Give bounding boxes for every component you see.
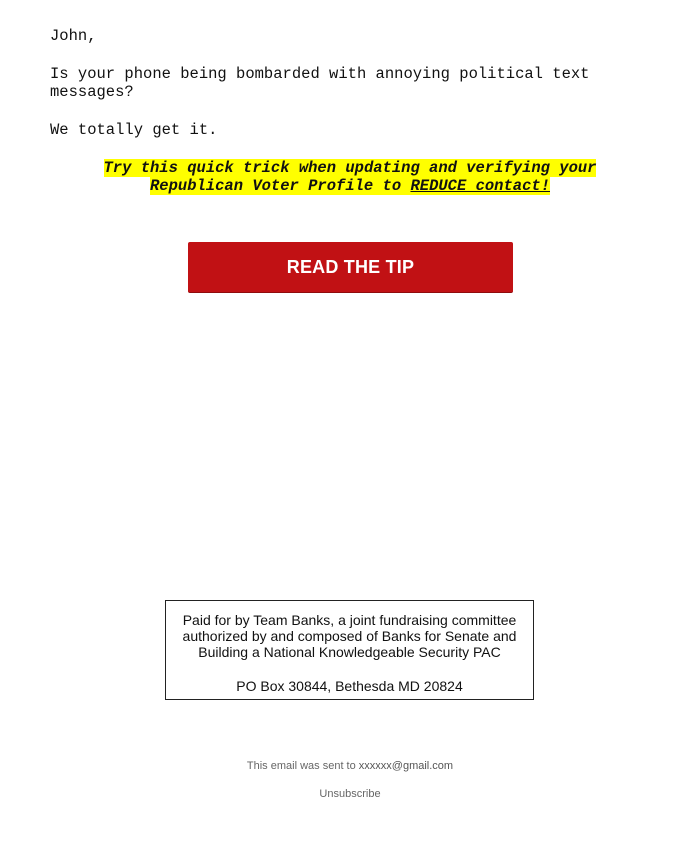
callout-underlined-text: REDUCE contact! xyxy=(410,177,550,195)
recipient-email: xxxxxx@gmail.com xyxy=(358,760,454,772)
sent-to-prefix: This email was sent to xyxy=(246,760,356,772)
callout-text xyxy=(104,159,597,195)
sent-to-notice xyxy=(0,760,700,772)
unsubscribe-row xyxy=(0,788,700,800)
empathy-paragraph: We totally get it. xyxy=(50,121,218,139)
mailing-address: PO Box 30844, Bethesda MD 20824 xyxy=(236,678,463,694)
greeting: John, xyxy=(50,27,97,45)
paid-for-disclaimer-box xyxy=(165,600,534,700)
callout-main-text: Try this quick trick when updating and verifying your Republican Voter Profile to xyxy=(103,159,597,195)
email-body xyxy=(50,27,650,195)
read-the-tip-button[interactable]: READ THE TIP xyxy=(188,242,513,293)
intro-paragraph: Is your phone being bombarded with annoying political text messages? xyxy=(50,65,590,101)
disclaimer-text: Paid for by Team Banks, a joint fundraising committee authorized by and composed of Banks for Senate and Building a National Knowledgeable Security PAC xyxy=(182,612,517,660)
highlighted-callout xyxy=(50,159,650,195)
unsubscribe-link[interactable]: Unsubscribe xyxy=(319,788,381,800)
